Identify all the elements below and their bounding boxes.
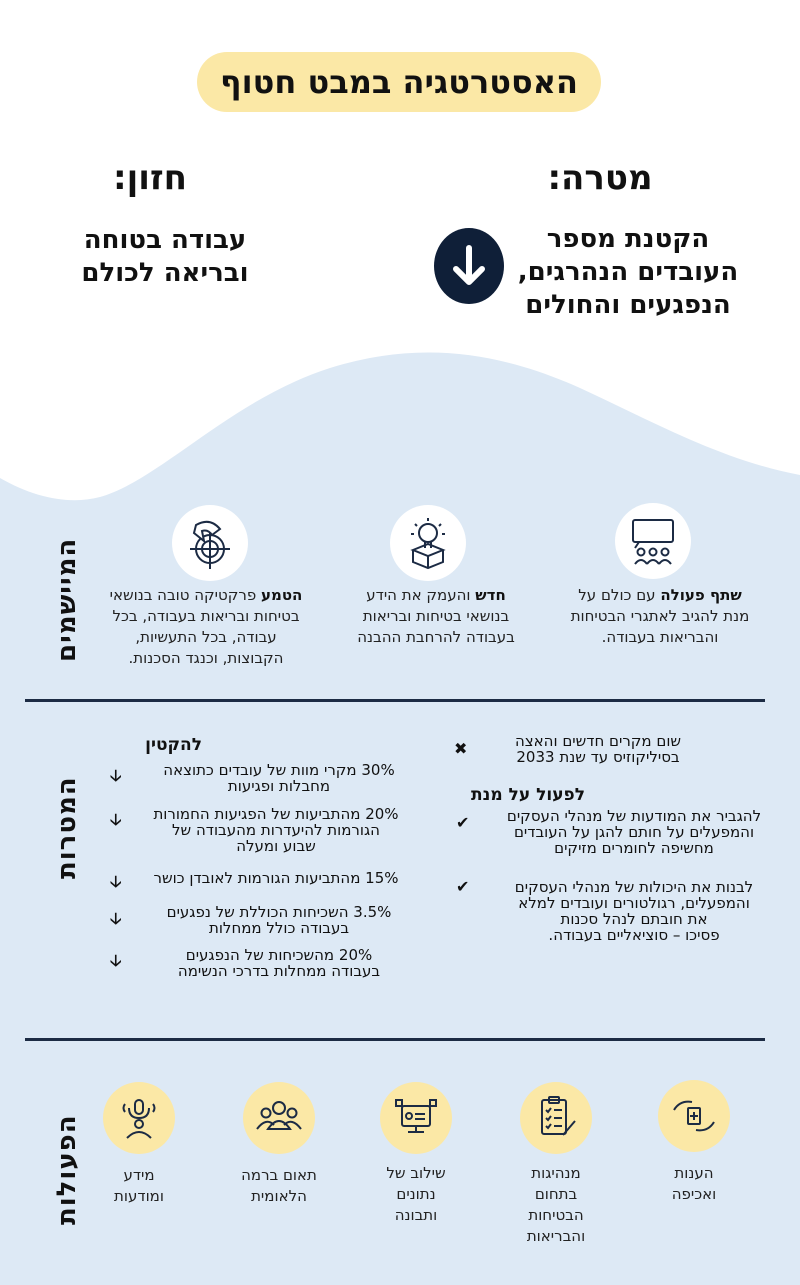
lightbulb-box-icon: [390, 505, 466, 581]
section-divider: [25, 699, 765, 702]
reduce-respiratory: 20% מהשכיחות של הנפגעים בעבודה ממחלות בדרכי הנשימה: [177, 946, 381, 980]
meeting-icon: [615, 503, 691, 579]
action-label-leadership: מנהיגות בתחום הבטיחות והבריאות: [526, 1164, 586, 1245]
action-label-awareness: מידע ומודעות: [114, 1166, 164, 1205]
down-arrow-small-icon: 🡣: [110, 810, 122, 829]
speaker-icon: [103, 1082, 175, 1154]
goal-awareness: להגביר את המודעות של מנהלי העסקים והמפעלים על חותם להגן על העובדים מחשיפה לחומרים מזיקים: [506, 807, 762, 857]
section-title-actions: הפעולות: [52, 1114, 82, 1225]
reduce-deaths: 30% מקרי מוות של עובדים כתוצאה מחבלות ופגיעות: [163, 761, 395, 795]
zero-mark-icon: ✖: [454, 739, 468, 758]
goal-silicosis: שום מקרים חדשים והאצה בסיליקוזיס עד שנת 2033: [514, 732, 682, 766]
down-arrow-small-icon: 🡣: [110, 766, 122, 785]
section-title-implementations: המיישמים: [52, 537, 82, 663]
vision-label: חזון:: [113, 158, 187, 198]
team-icon: [243, 1082, 315, 1154]
reduce-disability: 15% מהתביעות הגורמות לאובדן כושר: [153, 869, 399, 887]
section-divider: [25, 1038, 765, 1041]
checklist-icon: [520, 1082, 592, 1154]
action-label-coordination: תאום ברמה הלאומית: [241, 1166, 317, 1205]
goal-text: הקטנת מספר העובדים הנהרגים, הנפגעים והחולים: [517, 224, 739, 320]
data-monitor-icon: [380, 1082, 452, 1154]
down-arrow-small-icon: 🡣: [110, 909, 122, 928]
down-arrow-icon: [434, 228, 504, 304]
action-label-enforcement: הענות ואכיפה: [671, 1164, 717, 1203]
impl-text-collaborate: שתף פעולה עם כולם על מנת להגיב לאתגרי הבטיחות והבריאות בעבודה.: [570, 586, 750, 646]
hands-medical-icon: [658, 1080, 730, 1152]
impl-text-innovate: חדש והעמק את הידע בנושאי בטיחות ובריאות בעבודה להרחבת ההבנה: [357, 586, 515, 646]
down-arrow-small-icon: 🡣: [110, 951, 122, 970]
action-label-data: שילוב של נתונים ותבונה: [386, 1164, 446, 1224]
page-title: האסטרטגיה במבט חטוף: [197, 52, 601, 112]
reduce-serious-injuries: 20% מהתביעות של הפגיעות החמורות הגורמות להיעדרות מהעבודה של שבוע ומעלה: [153, 805, 399, 855]
impl-text-embed: הטמע פרקטיקה טובה בנושאי בטיחות ובריאות בעבודה, בכל עבודה, בכל התעשיות, הקבוצות, וכנגד הסכנות.: [109, 586, 303, 667]
act-heading: לפעול על מנת: [471, 785, 585, 805]
goal-capabilities: לבנות את היכולות של מנהלי העסקים והמפעלים, רגולטורים ועובדים למלא את חובתם לנהל סכנות פסיכו – סוציאליים בעבודה.: [514, 878, 754, 944]
section-title-objectives: המטרות: [52, 776, 82, 879]
goal-label: מטרה:: [547, 158, 653, 198]
reduce-prevalence: 3.5% השכיחות הכוללת של נפגעים בעבודה כולל ממחלות: [166, 903, 392, 937]
vision-text: עבודה בטוחה ובריאה לכולם: [81, 225, 249, 288]
check-icon: ✔: [456, 877, 470, 896]
down-arrow-small-icon: 🡣: [110, 872, 122, 891]
reduce-heading: להקטין: [145, 735, 202, 755]
target-arrow-icon: [172, 505, 248, 581]
check-icon: ✔: [456, 813, 470, 832]
